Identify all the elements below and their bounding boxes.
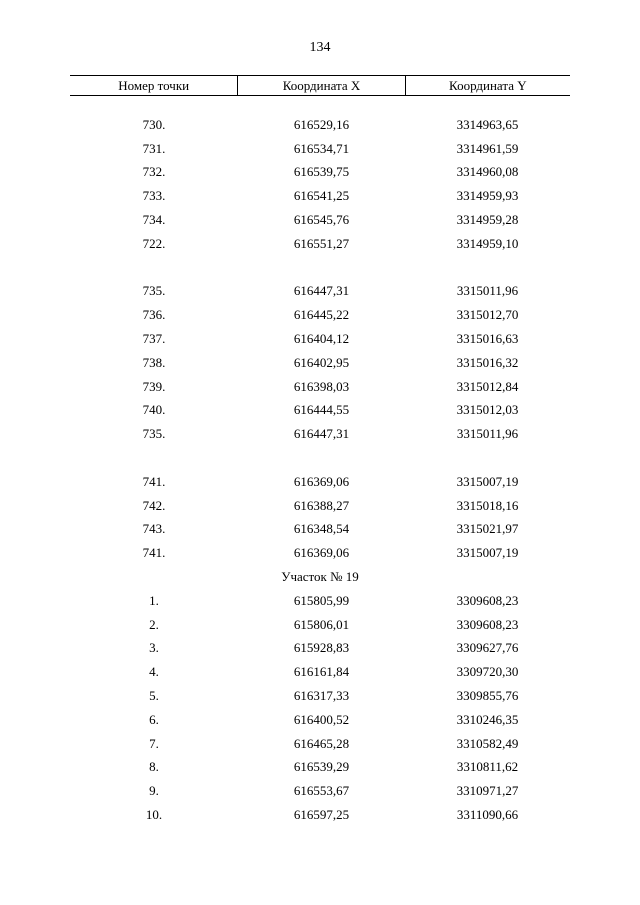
coordinate-x-cell: 616317,33: [293, 688, 350, 704]
coordinate-y-cell: 3315012,70: [456, 307, 519, 323]
point-number-cell: 8.: [149, 759, 159, 775]
coordinate-x-cell: 616539,75: [293, 164, 350, 180]
coordinate-y-cell: 3314959,28: [456, 212, 519, 228]
table-row: [70, 589, 570, 613]
page-number: 134: [309, 40, 331, 55]
coordinate-y-cell: 3309627,76: [456, 640, 519, 656]
coordinate-x-cell: 616402,95: [293, 354, 350, 370]
table-header: [70, 75, 570, 96]
table-row: [70, 518, 570, 542]
point-number-cell: 742.: [142, 497, 166, 513]
point-number-cell: 722.: [142, 235, 166, 251]
row-group-1: [70, 113, 570, 256]
coordinate-y-cell: 3309608,23: [456, 592, 519, 608]
table-row: [70, 708, 570, 732]
table-row: [70, 684, 570, 708]
coordinates-table: [70, 75, 570, 827]
point-number-cell: 735.: [142, 283, 166, 299]
point-number-cell: 732.: [142, 164, 166, 180]
coordinate-x-cell: 616369,06: [293, 473, 350, 489]
table-row: [70, 184, 570, 208]
coordinate-x-cell: 615806,01: [293, 616, 350, 632]
point-number-cell: 10.: [145, 807, 163, 822]
coordinate-x-cell: 616447,31: [293, 426, 350, 442]
coordinate-y-cell: 3310811,62: [456, 759, 519, 775]
coordinate-y-cell: 3314959,10: [456, 235, 519, 251]
coordinate-x-cell: 616545,76: [293, 212, 350, 228]
table-row: [70, 637, 570, 661]
coordinate-y-cell: 3314960,08: [456, 164, 519, 180]
coordinate-y-cell: 3310971,27: [456, 783, 519, 799]
table-row: [70, 422, 570, 446]
coordinate-y-cell: 3315011,96: [456, 283, 519, 299]
point-number-cell: 737.: [142, 331, 166, 347]
table-row: [70, 113, 570, 137]
coordinate-y-cell: 3309608,23: [456, 616, 519, 632]
coordinate-y-cell: 3315016,63: [456, 331, 519, 347]
point-number-cell: 7.: [149, 735, 159, 751]
table-row: [70, 375, 570, 399]
coordinate-x-cell: 616404,12: [293, 331, 350, 347]
coordinate-x-cell: 616539,29: [293, 759, 350, 775]
group-spacer: [70, 256, 570, 280]
coordinate-x-cell: 616348,54: [293, 521, 350, 537]
point-number-cell: 741.: [142, 545, 166, 561]
point-number-cell: 1.: [149, 592, 159, 608]
coordinate-x-cell: 616161,84: [293, 664, 350, 680]
point-number-cell: 739.: [142, 378, 166, 394]
point-number-cell: 730.: [142, 116, 166, 132]
table-row: [70, 494, 570, 518]
coordinate-x-cell: 616465,28: [293, 735, 350, 751]
point-number-cell: 736.: [142, 307, 166, 323]
table-row: [70, 232, 570, 256]
coordinate-x-cell: 616400,52: [293, 711, 350, 727]
coordinate-x-cell: 616534,71: [293, 140, 350, 156]
coordinate-y-cell: 3314961,59: [456, 140, 519, 156]
coordinate-y-cell: 3315012,03: [456, 402, 519, 418]
coordinate-y-cell: 3315007,19: [456, 545, 519, 561]
point-number-cell: 5.: [149, 688, 159, 704]
coordinate-y-cell: 3315011,96: [456, 426, 519, 442]
point-number-cell: 731.: [142, 140, 166, 156]
table-row: [70, 208, 570, 232]
coordinate-x-cell: 616529,16: [293, 116, 350, 132]
point-number-cell: 735.: [142, 426, 166, 442]
group-spacer: [70, 446, 570, 470]
coordinate-y-cell: 3314959,93: [456, 188, 519, 204]
table-body: [70, 113, 570, 827]
point-number-cell: 2.: [149, 616, 159, 632]
point-number-cell: 9.: [149, 783, 159, 799]
coordinate-x-cell: 616597,25: [293, 807, 350, 822]
section-title: Участок № 19: [281, 569, 359, 585]
coordinate-y-cell: 3315007,19: [456, 473, 519, 489]
row-group-4: [70, 589, 570, 827]
coordinate-y-cell: 3310246,35: [456, 711, 519, 727]
table-row: [70, 660, 570, 684]
table-row: [70, 756, 570, 780]
point-number-cell: 743.: [142, 521, 166, 537]
table-row: [70, 541, 570, 565]
point-number-cell: 4.: [149, 664, 159, 680]
point-number-cell: 740.: [142, 402, 166, 418]
table-row: [70, 137, 570, 161]
point-number-cell: 734.: [142, 212, 166, 228]
table-row: [70, 470, 570, 494]
point-number-cell: 733.: [142, 188, 166, 204]
table-row: [70, 280, 570, 304]
point-number-cell: 3.: [149, 640, 159, 656]
table-row: [70, 303, 570, 327]
coordinate-x-cell: 616388,27: [293, 497, 350, 513]
coordinate-y-cell: 3314963,65: [456, 116, 519, 132]
coordinate-x-cell: 615805,99: [293, 592, 350, 608]
header-coordinate-x: Координата X: [237, 76, 404, 95]
coordinate-y-cell: 3315021,97: [456, 521, 519, 537]
table-row: [70, 327, 570, 351]
coordinate-x-cell: 616398,03: [293, 378, 350, 394]
point-number-cell: 741.: [142, 473, 166, 489]
header-point-number: Номер точки: [118, 77, 190, 93]
point-number-cell: 6.: [149, 711, 159, 727]
row-group-2: [70, 280, 570, 447]
coordinate-x-cell: 615928,83: [293, 640, 350, 656]
table-row: [70, 351, 570, 375]
point-number-cell: 738.: [142, 354, 166, 370]
header-coordinate-y: Координата Y: [405, 76, 570, 95]
table-row: [70, 161, 570, 185]
coordinate-x-cell: 616553,67: [293, 783, 350, 799]
table-row: [70, 732, 570, 756]
table-row: [70, 803, 570, 827]
coordinate-x-cell: 616444,55: [293, 402, 350, 418]
coordinate-y-cell: 3315016,32: [456, 354, 519, 370]
coordinate-x-cell: 616541,25: [293, 188, 350, 204]
coordinate-y-cell: 3311090,66: [456, 807, 519, 822]
table-row: [70, 613, 570, 637]
coordinate-y-cell: 3315012,84: [456, 378, 519, 394]
table-row: [70, 779, 570, 803]
coordinate-y-cell: 3315018,16: [456, 497, 519, 513]
coordinate-x-cell: 616447,31: [293, 283, 350, 299]
coordinate-x-cell: 616445,22: [293, 307, 350, 323]
coordinate-x-cell: 616369,06: [293, 545, 350, 561]
coordinate-y-cell: 3309855,76: [456, 688, 519, 704]
coordinate-y-cell: 3309720,30: [456, 664, 519, 680]
row-group-3: [70, 470, 570, 565]
coordinate-x-cell: 616551,27: [293, 235, 350, 251]
table-row: [70, 399, 570, 423]
coordinate-y-cell: 3310582,49: [456, 735, 519, 751]
